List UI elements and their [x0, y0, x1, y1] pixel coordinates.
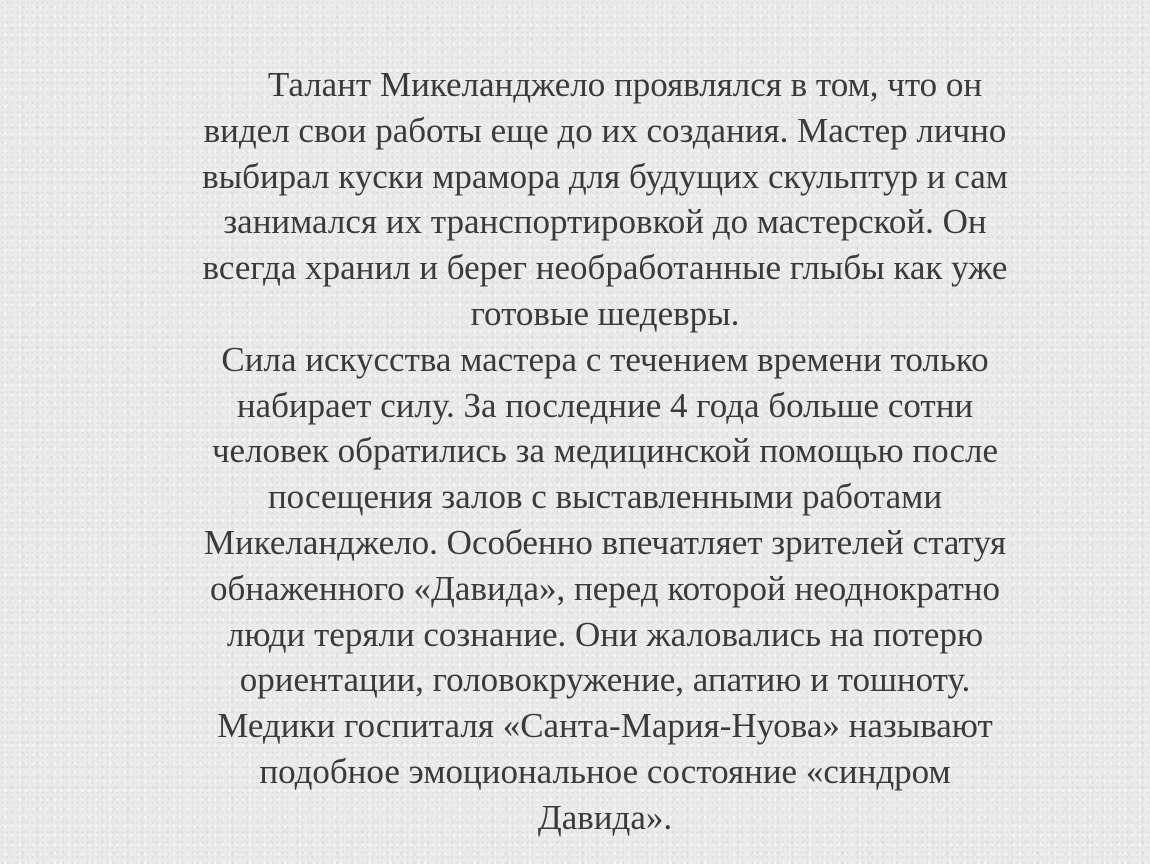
text-line: ориентации, головокружение, апатию и тошноту.	[239, 660, 971, 700]
text-line: посещения залов с выставленными работами	[267, 477, 943, 517]
paragraph-power-of-art	[150, 337, 1060, 841]
text-line: Микеланджело. Особенно впечатляет зрителей статуя	[203, 522, 1007, 562]
text-line: обнаженного «Давида», перед которой неоднократно	[210, 568, 1000, 608]
text-line: Медики госпиталя «Санта-Мария-Нуова» называют	[217, 706, 993, 746]
text-line: Талант Микеланджело проявлялся в том, что он	[267, 65, 983, 104]
text-line: подобное эмоциональное состояние «синдром	[259, 751, 951, 791]
text-line: набирает силу. За последние 4 года больше сотни	[236, 385, 974, 425]
text-line: видел свои работы еще до их создания. Мастер лично	[203, 110, 1007, 150]
text-line: человек обратились за медицинской помощью после	[211, 431, 999, 471]
text-line: готовые шедевры.	[470, 293, 740, 333]
slide-text-block	[150, 62, 1060, 841]
paragraph-talent	[150, 62, 1060, 337]
text-line: всегда хранил и берег необработанные глыбы как уже	[202, 248, 1008, 288]
text-line: занимался их транспортировкой до мастерской. Он	[223, 202, 987, 242]
text-line: Сила искусства мастера с течением времени только	[221, 339, 989, 379]
text-line: люди теряли сознание. Они жаловались на потерю	[226, 614, 984, 654]
text-line: Давида».	[537, 797, 673, 837]
text-line: выбирал куски мрамора для будущих скульптур и сам	[202, 156, 1008, 196]
